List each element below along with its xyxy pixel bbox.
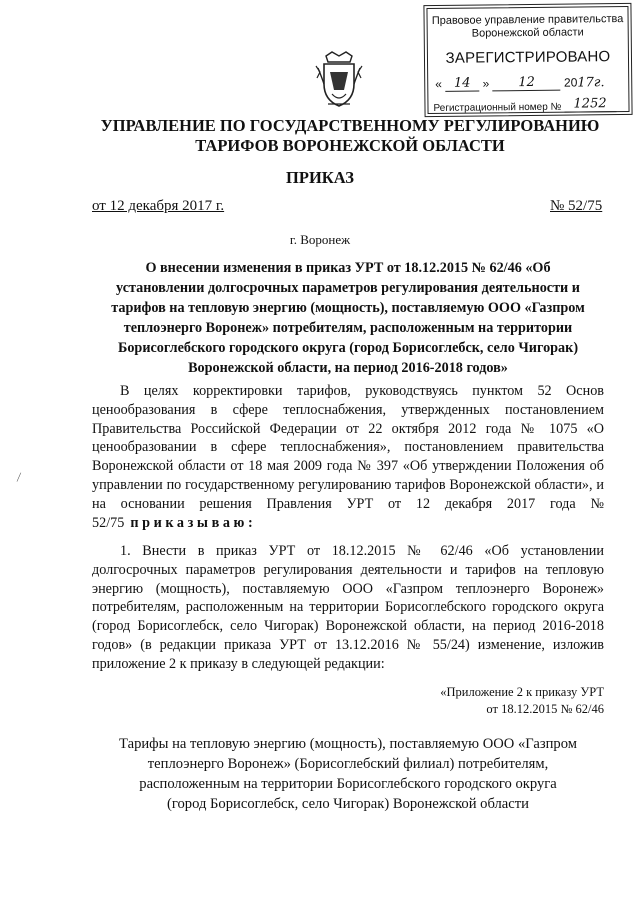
subject-line: Борисоглебского городского округа (город Борисоглебск, село Чигорак) <box>117 340 579 356</box>
city: г. Воронеж <box>289 232 351 247</box>
subject-line: Воронежской области, на период 2016-2018 годов» <box>188 360 508 376</box>
stamp-year-prefix: 20 <box>563 75 578 90</box>
stamp-org-line2: Воронежской области <box>471 26 584 40</box>
stamp-date <box>435 74 625 92</box>
tariffs-title-line: Тарифы на тепловую энергию (мощность), поставляемую ООО «Газпром <box>119 736 577 752</box>
stamp-reg-number-label: Регистрационный номер № <box>433 101 562 114</box>
preamble-text: В целях корректировки тарифов, руководствуясь пунктом 52 Основ ценообразования в сфере теплоснабжения, утвержденных постановлением Правительства Российской Федерации от 22 октября 2012 года № 1075 «О ценообразовании в сфере теплоснабжения», постановлением правительства Воронежской области от 18 мая 2009 года № 397 «Об утверждении Положения об управлении по государственному регулированию тарифов Воронежской области», и на основании решения Правления УРТ от 12 декабря 2017 года № 52/75 <box>92 383 604 531</box>
stamp-day: 14 <box>445 76 479 92</box>
subject-line: теплоэнерго Воронеж» потребителям, расположенным на территории <box>123 320 573 336</box>
header-line2: ТАРИФОВ ВОРОНЕЖСКОЙ ОБЛАСТИ <box>195 136 505 155</box>
item-1-paragraph <box>92 542 604 674</box>
tariffs-title <box>92 734 604 814</box>
subject-line: тарифов на тепловую энергию (мощность), поставляемую ООО «Газпром <box>111 300 585 316</box>
subject-line: О внесении изменения в приказ УРТ от 18.12.2015 № 62/46 «Об <box>145 260 551 276</box>
stamp-org-line1: Правовое управление правительства <box>431 12 624 28</box>
header-line1: УПРАВЛЕНИЕ ПО ГОСУДАРСТВЕННОМУ РЕГУЛИРОВАНИЮ <box>100 116 600 135</box>
stamp-quote-close: » <box>482 76 490 91</box>
coat-of-arms-icon <box>314 50 364 110</box>
appendix-line1: «Приложение 2 к приказу УРТ <box>440 685 604 699</box>
stamp-year-suffix: 17г. <box>577 75 605 91</box>
order-date: от 12 декабря 2017 г. <box>92 198 225 214</box>
preamble-paragraph <box>92 382 604 532</box>
tariffs-title-line: (город Борисоглебск, село Чигорак) Воронежской области <box>167 796 529 812</box>
appendix-reference <box>400 684 604 718</box>
stamp-month: 12 <box>493 75 561 92</box>
order-subject <box>92 258 604 378</box>
appendix-line2: от 18.12.2015 № 62/46 <box>486 702 604 716</box>
order-word: приказываю: <box>130 514 257 531</box>
subject-line: установлении долгосрочных параметров регулирования деятельности и <box>116 280 580 296</box>
stamp-registered: ЗАРЕГИСТРИРОВАНО <box>445 48 611 67</box>
tariffs-title-line: теплоэнерго Воронеж» (Борисоглебский филиал) потребителям, <box>147 756 549 772</box>
stamp-reg-number-row <box>433 96 629 114</box>
item-1-text: 1. Внести в приказ УРТ от 18.12.2015 № 62/46 «Об установлении долгосрочных параметров регулирования деятельности и тарифов на тепловую энергию (мощность), поставляемую ООО «Газпром теплоэнерго Воронеж» потребителям, расположенным на территории Борисоглебского городского округа (город Борисоглебск, село Чигорак) Воронежской области, на период 2016-2018 годов» (в редакции приказа УРТ от 13.12.2016 № 55/24) изменение, изложив приложение 2 к приказу в следующей редакции: <box>92 543 604 672</box>
order-number: № 52/75 <box>550 198 603 214</box>
tariffs-title-line: расположенным на территории Борисоглебского городского округа <box>139 776 557 792</box>
stamp-reg-number: 1252 <box>564 96 616 113</box>
doc-type: ПРИКАЗ <box>286 168 354 187</box>
registration-stamp <box>423 3 632 117</box>
margin-mark: ⁄ <box>16 469 22 485</box>
stamp-quote-open: « <box>435 76 443 91</box>
